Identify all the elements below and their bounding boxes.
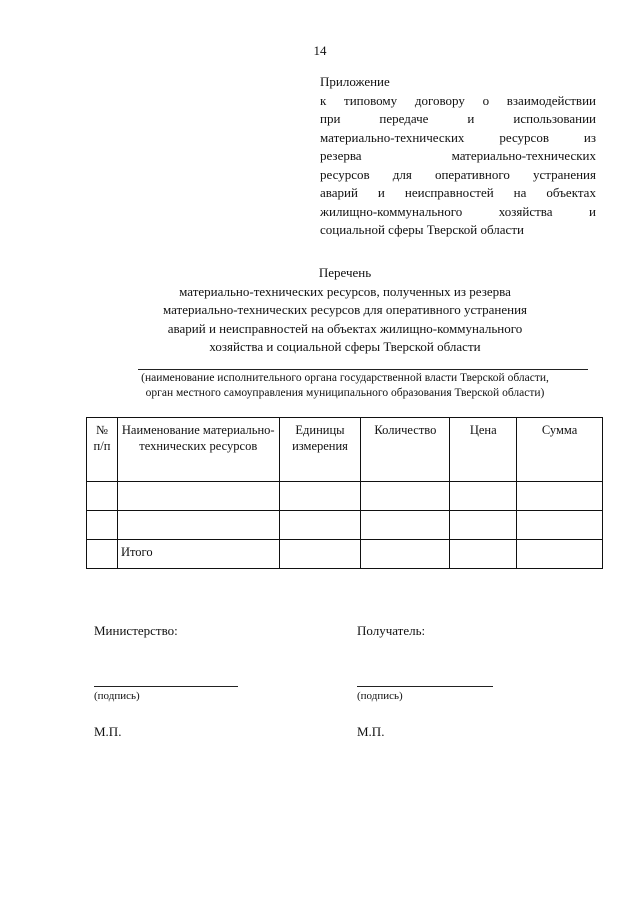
word: и [467,111,475,126]
word: типовому [344,92,398,108]
ministry-signature-line [94,686,238,687]
word: оперативного [434,166,510,182]
recipient-label: Получатель: [357,623,426,638]
table-total-row [87,540,603,569]
header-unit: Единицы измерения [279,418,361,482]
table-cell [450,540,517,569]
table-cell [117,482,279,511]
recipient-signature-caption: (подпись) [357,690,403,702]
table-cell [450,511,517,540]
word: хозяйства [498,203,553,219]
caption-line: орган местного самоуправления муниципального образования Тверской области) [145,387,545,399]
table-cell [517,511,603,540]
word: из [583,129,596,145]
resources-table [86,417,603,569]
table-cell [87,482,118,511]
appendix-note [320,73,596,240]
table-cell [361,511,450,540]
word: при [320,111,341,126]
word: неисправностей [404,185,494,200]
recipient-signature-line [357,686,493,687]
title-line: аварий и неисправностей на объектах жилищно-коммунального [167,320,523,336]
table-row [87,482,603,511]
word: на [513,185,527,200]
word: использовании [513,111,596,126]
header-qty: Количество [361,418,450,482]
table-cell [450,482,517,511]
word: жилищно-коммунального [320,203,463,219]
appendix-line: Приложение [320,74,390,89]
table-cell [361,482,450,511]
org-name-caption [95,371,595,401]
ministry-stamp-place: М.П. [94,724,122,739]
title-heading: Перечень [318,265,372,280]
appendix-line [320,129,596,148]
header-num: № п/п [87,418,118,482]
word: взаимодействии [506,92,596,108]
table-cell [517,482,603,511]
word: о [482,92,490,108]
table-header-row [87,418,603,482]
appendix-line [320,92,596,111]
table-cell [361,540,450,569]
table-cell [87,540,118,569]
table-cell [279,482,361,511]
title-line: материально-технических ресурсов для оперативного устранения [162,302,528,317]
table-cell [517,540,603,569]
ministry-label: Министерство: [94,623,178,638]
word: ресурсов [320,166,370,182]
table-cell [279,511,361,540]
table-cell [279,540,361,569]
word: устранения [532,166,596,182]
appendix-line [320,166,596,185]
word: и [377,185,385,200]
word: объектах [546,185,596,200]
word: к [320,92,327,108]
header-name: Наименование материально-технических ресурсов [117,418,279,482]
table-row [87,511,603,540]
title-line: хозяйства и социальной сферы Тверской области [209,339,481,354]
total-label: Итого [117,540,279,569]
word: для [392,166,412,182]
caption-line: (наименование исполнительного органа государственной власти Тверской области, [141,372,549,384]
appendix-line: социальной сферы Тверской области [320,222,524,237]
word: договору [414,92,465,108]
word: ресурсов [499,129,549,145]
title-line: материально-технических ресурсов, полученных из резерва [179,283,511,299]
recipient-stamp-place: М.П. [357,724,385,739]
document-title [95,264,595,357]
word: материально-технических [451,148,596,163]
header-price: Цена [450,418,517,482]
ministry-signature-caption: (подпись) [94,690,140,702]
appendix-line [320,147,596,166]
word: аварий [320,185,358,200]
table-cell [87,511,118,540]
header-sum: Сумма [517,418,603,482]
appendix-line [320,203,596,222]
word: и [589,203,596,219]
org-name-line [138,369,588,370]
word: материально-технических [320,129,465,145]
page-number: 14 [313,43,327,58]
word: резерва [320,148,362,163]
appendix-line [320,184,596,203]
table-cell [117,511,279,540]
word: передаче [379,111,429,126]
appendix-line [320,110,596,129]
